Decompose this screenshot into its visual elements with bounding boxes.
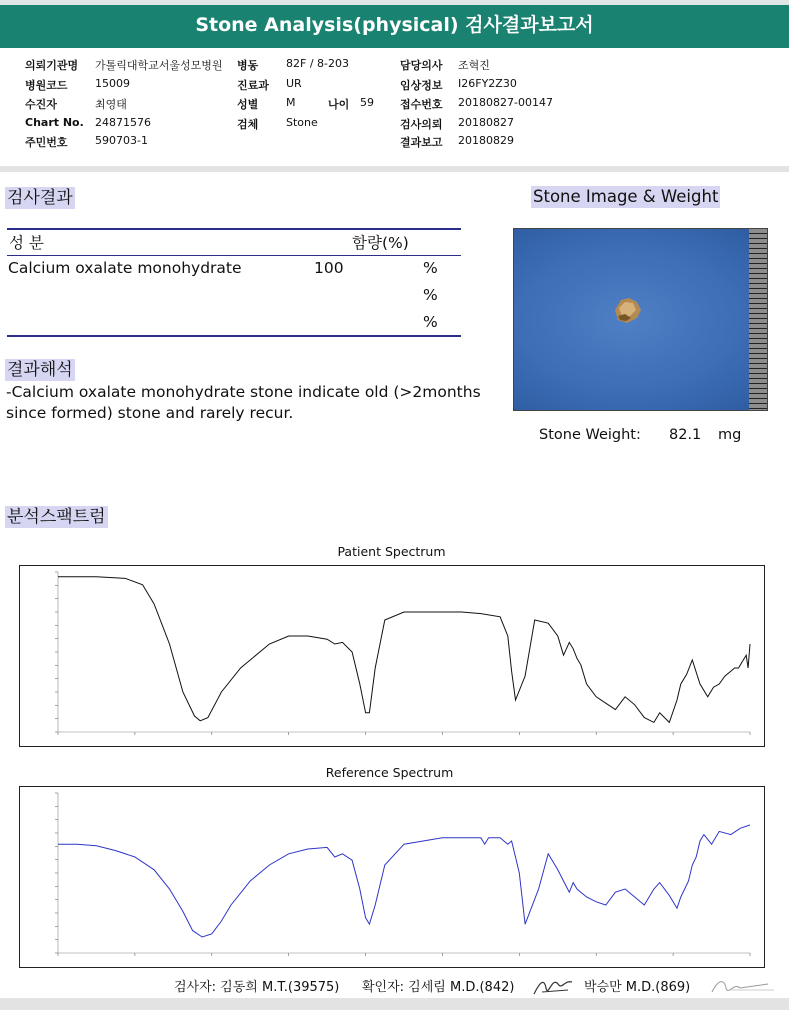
interpretation-title: 결과해석 (7, 360, 73, 380)
report-title: Stone Analysis(physical) 검사결과보고서 (195, 14, 594, 36)
receipt-value: 20180827-00147 (458, 96, 553, 109)
unit-cell: % (423, 286, 438, 304)
patient-spectrum-line (58, 577, 750, 723)
examiner-text: 검사자: 김동희 M.T.(39575) (174, 980, 340, 995)
reference-spectrum-line (58, 825, 750, 937)
patient-spectrum-chart (19, 565, 765, 747)
report-date-value: 20180829 (458, 134, 514, 147)
stone-section-title: Stone Image & Weight (533, 187, 719, 206)
info-separator (0, 166, 789, 172)
confirmer-text: 확인자: 김세림 M.D.(842) (362, 980, 515, 995)
request-label: 검사의뢰 (400, 118, 443, 131)
id-value: 590703-1 (95, 134, 148, 147)
doctor-label: 담당의사 (400, 59, 443, 72)
chart-no-label: Chart No. (25, 116, 84, 129)
ruler-ticks (749, 229, 767, 410)
patient-spectrum-plot (20, 566, 764, 746)
id-label: 주민번호 (25, 136, 68, 149)
footer-bar (0, 998, 789, 1010)
stone-specimen (609, 294, 645, 326)
stone-weight-label: Stone Weight: (539, 427, 641, 443)
sex-label: 성별 (237, 98, 259, 111)
age-label: 나이 (328, 98, 350, 111)
report-date-label: 결과보고 (400, 136, 443, 149)
reference-spectrum-chart (19, 786, 765, 968)
unit-cell: % (423, 313, 438, 331)
component-cell: Calcium oxalate monohydrate (8, 259, 242, 277)
content-header: 함량(%) (352, 234, 409, 252)
specimen-label: 검체 (237, 118, 259, 131)
clinical-value: I26FY2Z30 (458, 77, 517, 90)
stone-weight-unit: mg (718, 427, 742, 443)
department-label: 진료과 (237, 79, 269, 92)
stone-photo (513, 228, 768, 411)
table-header-rule (7, 255, 461, 256)
signature-1 (532, 972, 576, 1000)
doctor-value: 조혁진 (458, 59, 490, 72)
signature-2 (708, 974, 776, 998)
hospital-code-value: 15009 (95, 77, 130, 90)
reference-spectrum-title: Reference Spectrum (325, 765, 454, 780)
table-top-rule (7, 228, 461, 230)
component-header: 성 분 (9, 234, 44, 252)
patient-info (0, 0, 789, 160)
interpretation-line-2: since formed) stone and rarely recur. (6, 404, 294, 422)
institution-label: 의뢰기관명 (25, 59, 79, 72)
patient-label: 수진자 (25, 98, 57, 111)
clinical-label: 임상정보 (400, 79, 443, 92)
interpretation-line-1: -Calcium oxalate monohydrate stone indicate old (>2months (6, 383, 481, 401)
age-value: 59 (360, 96, 374, 109)
stone-weight-value: 82.1 (669, 427, 702, 443)
receipt-label: 접수번호 (400, 98, 443, 111)
ward-value: 82F / 8-203 (286, 57, 349, 70)
patient-value: 최영태 (95, 98, 127, 111)
sex-value: M (286, 96, 296, 109)
patient-spectrum-title: Patient Spectrum (337, 544, 446, 559)
chart-axes (58, 793, 750, 953)
table-bottom-rule (7, 335, 461, 337)
ward-label: 병동 (237, 59, 259, 72)
reference-spectrum-plot (20, 787, 764, 967)
unit-cell: % (423, 259, 438, 277)
value-cell: 100 (314, 259, 344, 277)
department-value: UR (286, 77, 302, 90)
results-title: 검사결과 (7, 188, 73, 208)
institution-value: 가톨릭대학교서울성모병원 (95, 59, 223, 72)
chart-axes (58, 572, 750, 732)
chart-no-value: 24871576 (95, 116, 151, 129)
specimen-value: Stone (286, 116, 318, 129)
confirmer2-text: 박승만 M.D.(869) (584, 980, 691, 995)
spectrum-section-title: 분석스팩트럼 (7, 507, 106, 527)
hospital-code-label: 병원코드 (25, 79, 68, 92)
request-value: 20180827 (458, 116, 514, 129)
